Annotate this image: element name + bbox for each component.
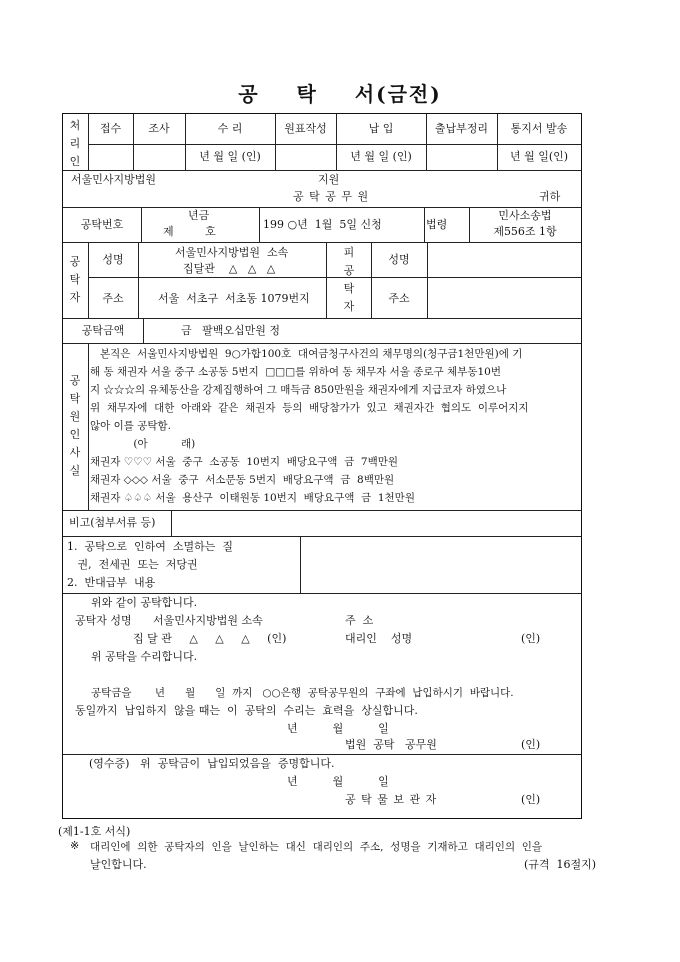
court-name: 서울민사지방법원: [71, 173, 157, 186]
depositor-org-2: 서울민사지방법원 소속: [153, 614, 263, 627]
receipt-statement: (영수증) 위 공탁금이 납입되었음을 증명합니다.: [89, 757, 335, 770]
agent-name-label: 대리인 성명: [345, 632, 413, 645]
custodian-seal: (인): [521, 793, 541, 806]
amount-value: 금 팔백오십만원 정: [181, 324, 280, 337]
depositee-addr-label: 주소: [388, 292, 410, 305]
depositor-side-label: 공탁자: [69, 255, 81, 304]
form-number: (제1-1호 서식): [58, 825, 131, 838]
col-ledger: 원표작성: [284, 122, 327, 135]
deposit-no-label: 공탁번호: [80, 218, 124, 231]
remarks-label: 비고(첨부서류 등): [69, 516, 156, 529]
deposit-no-vline: [141, 207, 142, 242]
acceptance-date: 년 월 일 (인): [199, 150, 261, 163]
payment-deadline-note: 동일까지 납입하지 않을 때는 이 공탁의 수리는 효력을 상실합니다.: [75, 704, 418, 717]
col-investigation: 조사: [148, 122, 170, 135]
footer-note: 대리인에 의한 공탁자의 인을 날인하는 대신 대리인의 주소, 성명을 기재하고 대리인의 인을: [90, 841, 543, 853]
reason-line: 않아 이를 공탁함.: [90, 420, 172, 432]
depositor-name: 집달관 △ △ △: [183, 262, 276, 275]
depositee-name-label: 성명: [388, 253, 410, 266]
reason-line: 지 ☆☆☆의 유체동산을 강제집행하여 그 매득금 850만원을 채권자에게 지급코자 하였으나: [90, 384, 507, 396]
reason-line: 위 채무자에 대한 아래와 같은 채권자 등의 배당참가가 있고 채권자간 협의도 이루어지지: [90, 402, 529, 414]
declaration-intro: 위와 같이 공탁합니다.: [91, 596, 198, 609]
reason-label: 공탁원인사실: [69, 374, 81, 477]
party-bottom-line: [63, 318, 581, 319]
reason-line: 채권자 ♤♤♤ 서울 용산구 이태원동 10번지 배당요구액 금 1천만원: [90, 492, 415, 504]
party-vline: [427, 242, 428, 318]
extinction-vline: [300, 536, 301, 593]
footer-note-cont: 날인합니다.: [90, 858, 147, 871]
reason-line: 본직은 서울민사지방법원 9○가합100호 대여금청구사건의 채무명의(청구금1천만원)에 기: [90, 348, 523, 360]
honorific: 귀하: [539, 190, 561, 203]
reason-line: 채권자 ♡♡♡ 서울 중구 소공동 10번지 배당요구액 금 7백만원: [90, 456, 399, 468]
col-acceptance: 수 리: [217, 122, 243, 135]
depositor-name-org: 서울민사지방법원 소속: [175, 246, 289, 259]
address-label-2: 주 소: [345, 614, 374, 627]
payment-date: 년 월 일 (인): [350, 150, 412, 163]
amount-bottom-line: [63, 343, 581, 344]
law-name: 민사소송법: [498, 209, 552, 222]
receipt-date: 년 월 일: [287, 775, 389, 788]
col-notice: 통지서 발송: [510, 122, 568, 135]
branch-label: 지원: [318, 173, 340, 186]
col-payment: 납 입: [368, 122, 394, 135]
law-article: 제556조 1항: [493, 225, 557, 238]
col-cashbook: 출납부정리: [434, 122, 489, 135]
remarks-bottom-line: [63, 536, 581, 537]
court-officer-seal: (인): [521, 738, 541, 751]
extinction-bottom-line: [63, 593, 581, 594]
depositee-side-label: 피공탁자: [343, 246, 355, 313]
reason-bottom-line: [63, 510, 581, 511]
reason-line: 해 동 채권자 서울 중구 소공동 5번지 □□□를 위하여 동 채무자 서울 종로구 체부동10번: [90, 366, 501, 378]
depositor-address: 서울 서초구 서초동 1079번지: [158, 292, 310, 305]
amount-label: 공탁금액: [81, 324, 125, 337]
paper-size-rule: (규격 16절지): [524, 858, 597, 871]
deposit-year: 년금: [188, 209, 210, 222]
header-divider: [88, 144, 581, 145]
processing-label: 처리인: [69, 119, 81, 168]
depositor-name-label-2: 공탁자 성명: [75, 614, 132, 627]
reason-line: 채권자 ◇◇◇ 서울 중구 서소문동 5번지 배당요구액 금 8백만원: [90, 474, 395, 486]
reason-line: (아 래): [90, 438, 196, 450]
court-officer: 법원 공탁 공무원: [345, 738, 437, 751]
law-label: 법령: [426, 218, 448, 231]
payment-instruction: 공탁금을 년 월 일 까지 ○○은행 공탁공무원의 구좌에 납입하시기 바랍니다.: [91, 687, 514, 699]
deposit-number: 제 호: [163, 225, 216, 238]
party-vline: [138, 242, 139, 318]
deposit-no-vline: [424, 207, 425, 242]
header-bottom-line: [63, 170, 581, 171]
party-mid-line-right: [371, 277, 581, 278]
application-date: 199 ○년 1월 5일 신청: [263, 218, 382, 231]
amount-vline: [143, 318, 144, 343]
deposit-no-vline: [259, 207, 260, 242]
official-date: 년 월 일: [287, 722, 389, 735]
acceptance-statement: 위 공탁을 수리합니다.: [91, 650, 198, 663]
document-title: 공 탁 서(금전): [238, 82, 442, 106]
extinction-line: 권, 전세권 또는 저당권: [67, 558, 198, 571]
deposit-officer: 공 탁 공 무 원: [293, 190, 370, 203]
notice-date: 년 월 일(인): [509, 150, 569, 163]
declaration-bottom-line: [63, 754, 581, 755]
note-mark: ※: [70, 839, 80, 852]
col-receipt: 접수: [99, 122, 122, 135]
reason-vline: [88, 343, 89, 510]
depositor-addr-label: 주소: [102, 292, 124, 305]
bailiff-signature: 집 달 관 △ △ △ (인): [133, 632, 287, 645]
party-vline: [326, 242, 327, 318]
deposit-no-bottom-line: [63, 242, 581, 243]
deposit-form: [62, 113, 582, 819]
remarks-vline: [171, 510, 172, 536]
extinction-line: 2. 반대급부 내용: [67, 576, 156, 589]
depositor-name-label: 성명: [102, 253, 124, 266]
agent-seal: (인): [521, 632, 541, 645]
extinction-line: 1. 공탁으로 인하여 소멸하는 질: [67, 540, 233, 553]
custodian-label: 공 탁 물 보 관 자: [345, 793, 438, 806]
